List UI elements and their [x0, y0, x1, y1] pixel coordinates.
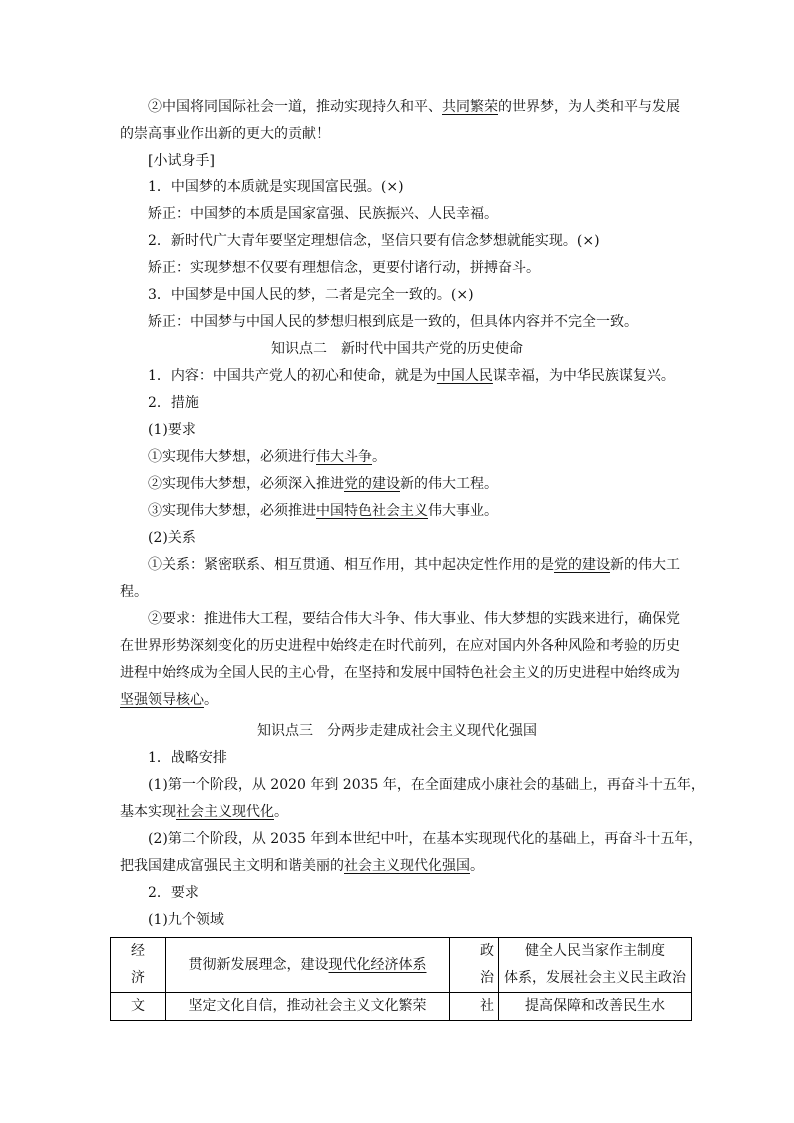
underlined-term: 中国特色社会主义 — [316, 503, 428, 519]
underlined-term: 共同繁荣 — [442, 99, 498, 115]
k3-stage-1-line-1: (1)第一个阶段，从 2020 年到 2035 年，在全面建成小康社会的基础上，再奋斗十五年， — [148, 777, 705, 793]
nine-fields-table — [110, 937, 692, 1021]
text-segment: ②实现伟大梦想，必须深入推进 — [148, 476, 344, 492]
k2-req-3 — [148, 501, 498, 521]
underlined-term: 党的建设 — [344, 476, 400, 492]
practice-title: [小试身手] — [148, 153, 215, 169]
underlined-term: 伟大斗争 — [316, 449, 372, 465]
dream-paragraph-line-1 — [148, 97, 680, 117]
cell-text: 经 — [131, 943, 145, 959]
table-row — [111, 993, 692, 1021]
k2-rel-title: (2)关系 — [148, 530, 196, 546]
dream-paragraph-line-2: 的崇高事业作出新的更大的贡献！ — [120, 126, 330, 142]
table-cell-content — [166, 938, 450, 993]
practice-question-2: 2．新时代广大青年要坚定理想信念，坚信只要有信念梦想就能实现。(×) — [148, 233, 600, 249]
text-segment: 。 — [470, 858, 484, 874]
practice-question-1: 1．中国梦的本质就是实现国富民强。(×) — [148, 179, 404, 195]
section-heading-k3: 知识点三 分两步走建成社会主义现代化强国 — [257, 723, 537, 739]
text-segment: ①关系：紧密联系、相互贯通、相互作用，其中起决定性作用的是 — [148, 557, 554, 573]
text-segment: 谋幸福，为中华民族谋复兴。 — [492, 368, 675, 384]
cell-text: 体系，发展社会主义民主政治 — [504, 970, 686, 986]
text-segment: ③实现伟大梦想，必须推进 — [148, 503, 316, 519]
table-cell-label — [450, 938, 499, 993]
section-heading-k2: 知识点二 新时代中国共产党的历史使命 — [271, 341, 523, 357]
table-cell-label: 文 — [111, 993, 166, 1021]
text-segment: 。 — [274, 804, 288, 820]
practice-question-3: 3．中国梦是中国人民的梦，二者是完全一致的。(×) — [148, 287, 474, 303]
k2-req-title: (1)要求 — [148, 422, 196, 438]
cell-text: 贯彻新发展理念，建设 — [188, 956, 329, 973]
table-cell-label: 社 — [450, 993, 499, 1021]
text-segment: 伟大事业。 — [428, 503, 498, 519]
k2-rel-2-line-2: 在世界形势深刻变化的历史进程中始终走在时代前列，在应对国内外各种风险和考验的历史 — [120, 638, 680, 654]
k3-fields-title: (1)九个领域 — [148, 912, 224, 928]
cell-text: 政 — [480, 943, 494, 959]
k3-strategy: 1．战略安排 — [148, 750, 227, 766]
cell-text: 济 — [131, 970, 145, 986]
practice-answer-2: 矫正：实现梦想不仅要有理想信念，更要付诸行动，拼搏奋斗。 — [148, 260, 540, 276]
text-segment: 基本实现 — [120, 804, 176, 820]
text-segment: 新的伟大工 — [610, 557, 680, 573]
text-segment: ①实现伟大梦想，必须进行 — [148, 449, 316, 465]
underlined-term: 社会主义现代化强国 — [344, 858, 470, 874]
k2-rel-2-line-4 — [120, 690, 218, 710]
k2-req-2 — [148, 474, 498, 494]
k3-requirements: 2．要求 — [148, 885, 199, 901]
text-segment: 1．内容：中国共产党人的初心和使命，就是为 — [148, 368, 437, 384]
cell-text: 治 — [480, 970, 494, 986]
k2-content — [148, 366, 675, 386]
k2-req-1 — [148, 447, 386, 467]
k3-stage-2-line-1: (2)第二个阶段，从 2035 年到本世纪中叶，在基本实现现代化的基础上，再奋斗十五年， — [148, 831, 703, 847]
practice-answer-3: 矫正：中国梦与中国人民的梦想归根到底是一致的，但具体内容并不完全一致。 — [148, 314, 638, 330]
text-segment: ②中国将同国际社会一道，推动实现持久和平、 — [148, 99, 442, 115]
cell-text: 健全人民当家作主制度 — [525, 943, 665, 959]
text-segment: 。 — [204, 692, 218, 708]
underlined-term: 现代化经济体系 — [328, 956, 427, 973]
text-segment: 新的伟大工程。 — [400, 476, 498, 492]
k2-rel-2-line-1: ②要求：推进伟大工程，要结合伟大斗争、伟大事业、伟大梦想的实践来进行，确保党 — [148, 611, 680, 627]
underlined-term: 中国人民 — [436, 368, 493, 384]
k2-rel-1-line-2: 程。 — [120, 584, 148, 600]
text-segment: 把我国建成富强民主文明和谐美丽的 — [120, 858, 344, 874]
k2-measures: 2．措施 — [148, 395, 199, 411]
table-cell-content — [499, 938, 692, 993]
text-segment: 。 — [372, 449, 386, 465]
text-segment: 的世界梦，为人类和平与发展 — [498, 99, 680, 115]
k3-stage-2-line-2 — [120, 856, 484, 876]
k3-stage-1-line-2 — [120, 802, 288, 822]
table-row — [111, 938, 692, 993]
k2-rel-1-line-1 — [148, 555, 680, 575]
practice-answer-1: 矫正：中国梦的本质是国家富强、民族振兴、人民幸福。 — [148, 206, 498, 222]
table-cell-label — [111, 938, 166, 993]
underlined-term: 党的建设 — [554, 557, 610, 573]
table-cell-content: 坚定文化自信，推动社会主义文化繁荣 — [166, 993, 450, 1021]
k2-rel-2-line-3: 进程中始终成为全国人民的主心骨，在坚持和发展中国特色社会主义的历史进程中始终成为 — [120, 665, 680, 681]
underlined-term: 坚强领导核心 — [120, 692, 204, 708]
table-cell-content: 提高保障和改善民生水 — [499, 993, 692, 1021]
underlined-term: 社会主义现代化 — [176, 804, 274, 820]
